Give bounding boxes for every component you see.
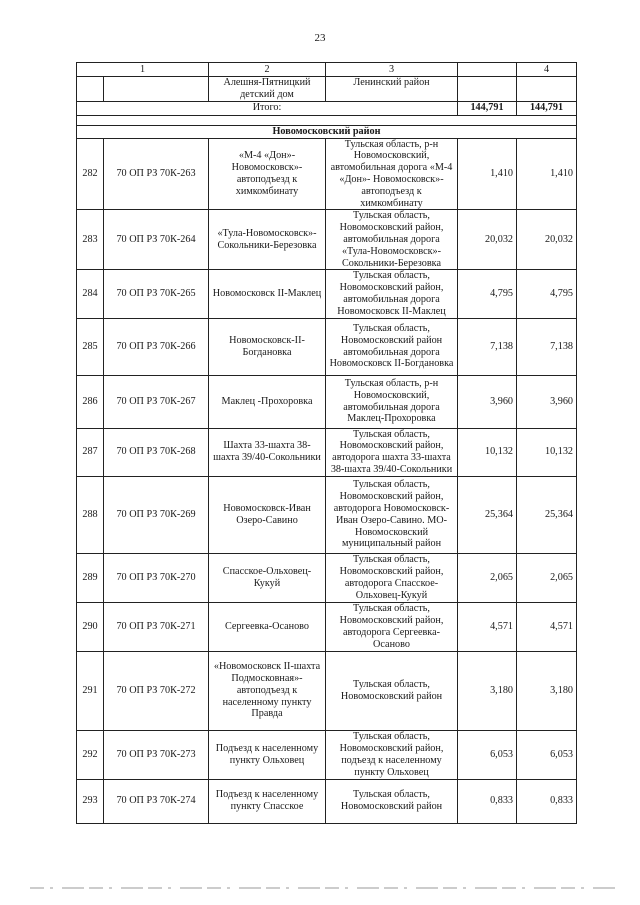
table-row (77, 318, 577, 375)
cell-value-2: 2,065 (517, 553, 577, 602)
cell-no: 285 (77, 318, 104, 375)
column-header-1: 1 (77, 63, 209, 77)
cell-name: Маклец -Прохоровка (209, 375, 326, 428)
cell-location: Ленинский район (326, 77, 458, 102)
cell-code: 70 ОП РЗ 70К-267 (104, 375, 209, 428)
cell-value-1: 20,032 (458, 210, 517, 270)
table-row (77, 651, 577, 730)
total-label: Итого: (77, 101, 458, 115)
cell-name: Шахта 33-шахта 38-шахта 39/40-Сокольники (209, 428, 326, 476)
cell-location: Тульская область, Новомосковский район автомобильная дорога Новомосковск II-Богдановка (326, 318, 458, 375)
cell-location: Тульская область, Новомосковский район (326, 779, 458, 823)
cell-value-1: 1,410 (458, 138, 517, 210)
table-row-continued (77, 77, 577, 102)
total-value-2: 144,791 (517, 101, 577, 115)
cell-name: «Тула-Новомосковск»-Сокольники-Березовка (209, 210, 326, 270)
cell-no: 287 (77, 428, 104, 476)
cell-no: 288 (77, 476, 104, 553)
cell-code: 70 ОП РЗ 70К-273 (104, 730, 209, 779)
cell-location: Тульская область, Новомосковский район, автомобильная дорога Новомосковск II-Маклец (326, 270, 458, 318)
cell-no (77, 77, 104, 102)
spacer-cell (77, 115, 577, 125)
cell-no: 282 (77, 138, 104, 210)
cell-value-1 (458, 77, 517, 102)
cell-location: Тульская область, р-н Новомосковский, автомобильная дорога «М-4 «Дон»- Новомосковск»-автоподъезд к химкомбинату (326, 138, 458, 210)
table-row (77, 428, 577, 476)
column-header-3: 3 (326, 63, 458, 77)
total-value-1: 144,791 (458, 101, 517, 115)
cell-value-1: 6,053 (458, 730, 517, 779)
cell-value-2: 7,138 (517, 318, 577, 375)
cell-code: 70 ОП РЗ 70К-265 (104, 270, 209, 318)
cell-location: Тульская область, р-н Новомосковский, автомобильная дорога Маклец-Прохоровка (326, 375, 458, 428)
cell-value-2: 0,833 (517, 779, 577, 823)
table-row (77, 553, 577, 602)
table-row (77, 779, 577, 823)
cell-value-1: 10,132 (458, 428, 517, 476)
table-row (77, 375, 577, 428)
table-row (77, 138, 577, 210)
cell-value-1: 3,180 (458, 651, 517, 730)
cell-no: 293 (77, 779, 104, 823)
cell-value-1: 7,138 (458, 318, 517, 375)
cell-code: 70 ОП РЗ 70К-263 (104, 138, 209, 210)
cell-location: Тульская область, Новомосковский район, автодорога Сергеевка-Осаново (326, 602, 458, 651)
section-row (77, 125, 577, 138)
cell-code: 70 ОП РЗ 70К-272 (104, 651, 209, 730)
cell-no: 283 (77, 210, 104, 270)
cell-value-2: 20,032 (517, 210, 577, 270)
column-header-row (77, 63, 577, 77)
cell-name: Новомосковск II-Маклец (209, 270, 326, 318)
cell-code: 70 ОП РЗ 70К-264 (104, 210, 209, 270)
cell-code: 70 ОП РЗ 70К-268 (104, 428, 209, 476)
cell-no: 290 (77, 602, 104, 651)
column-header-empty (458, 63, 517, 77)
column-header-4: 4 (517, 63, 577, 77)
cell-location: Тульская область, Новомосковский район, автодорога шахта 33-шахта 38-шахта 39/40-Сокольники (326, 428, 458, 476)
section-title: Новомосковский район (77, 125, 577, 138)
scan-noise-line (0, 884, 640, 892)
cell-value-2: 6,053 (517, 730, 577, 779)
cell-no: 291 (77, 651, 104, 730)
cell-location: Тульская область, Новомосковский район, автодорога Новомосковск-Иван Озеро-Савино. МО-Новомосковский муниципальный район (326, 476, 458, 553)
cell-name: Алешня-Пятницкий детский дом (209, 77, 326, 102)
cell-name: Новомосковск-II-Богдановка (209, 318, 326, 375)
cell-location: Тульская область, Новомосковский район, автомобильная дорога «Тула-Новомосковск»-Сокольники-Березовка (326, 210, 458, 270)
cell-name: «М-4 «Дон»-Новомосковск»-автоподъезд к химкомбинату (209, 138, 326, 210)
cell-name: Подъезд к населенному пункту Спасское (209, 779, 326, 823)
roads-table (76, 62, 577, 824)
table-row (77, 602, 577, 651)
cell-no: 292 (77, 730, 104, 779)
column-header-2: 2 (209, 63, 326, 77)
cell-location: Тульская область, Новомосковский район (326, 651, 458, 730)
cell-name: Сергеевка-Осаново (209, 602, 326, 651)
table-row (77, 270, 577, 318)
cell-code: 70 ОП РЗ 70К-266 (104, 318, 209, 375)
cell-value-2: 10,132 (517, 428, 577, 476)
cell-name: Спасское-Ольховец-Кукуй (209, 553, 326, 602)
table-row (77, 476, 577, 553)
cell-value-2: 4,571 (517, 602, 577, 651)
cell-name: Подъезд к населенному пункту Ольховец (209, 730, 326, 779)
page-number: 23 (314, 32, 326, 44)
cell-no: 289 (77, 553, 104, 602)
cell-value-2: 1,410 (517, 138, 577, 210)
cell-value-2: 3,960 (517, 375, 577, 428)
cell-location: Тульская область, Новомосковский район, автодорога Спасское-Ольховец-Кукуй (326, 553, 458, 602)
cell-code: 70 ОП РЗ 70К-274 (104, 779, 209, 823)
cell-code: 70 ОП РЗ 70К-269 (104, 476, 209, 553)
cell-value-2: 25,364 (517, 476, 577, 553)
cell-location: Тульская область, Новомосковский район, подъезд к населенному пункту Ольховец (326, 730, 458, 779)
cell-no: 284 (77, 270, 104, 318)
cell-value-2 (517, 77, 577, 102)
cell-code (104, 77, 209, 102)
cell-value-1: 25,364 (458, 476, 517, 553)
cell-value-1: 0,833 (458, 779, 517, 823)
cell-value-1: 2,065 (458, 553, 517, 602)
table-row (77, 210, 577, 270)
cell-value-1: 3,960 (458, 375, 517, 428)
table-row (77, 730, 577, 779)
cell-value-2: 4,795 (517, 270, 577, 318)
spacer-row (77, 115, 577, 125)
cell-no: 286 (77, 375, 104, 428)
cell-code: 70 ОП РЗ 70К-271 (104, 602, 209, 651)
cell-value-1: 4,795 (458, 270, 517, 318)
cell-value-1: 4,571 (458, 602, 517, 651)
cell-name: «Новомосковск II-шахта Подмосковная»-автоподъезд к населенному пункту Правда (209, 651, 326, 730)
cell-name: Новомосковск-Иван Озеро-Савино (209, 476, 326, 553)
cell-value-2: 3,180 (517, 651, 577, 730)
cell-code: 70 ОП РЗ 70К-270 (104, 553, 209, 602)
total-row (77, 101, 577, 115)
